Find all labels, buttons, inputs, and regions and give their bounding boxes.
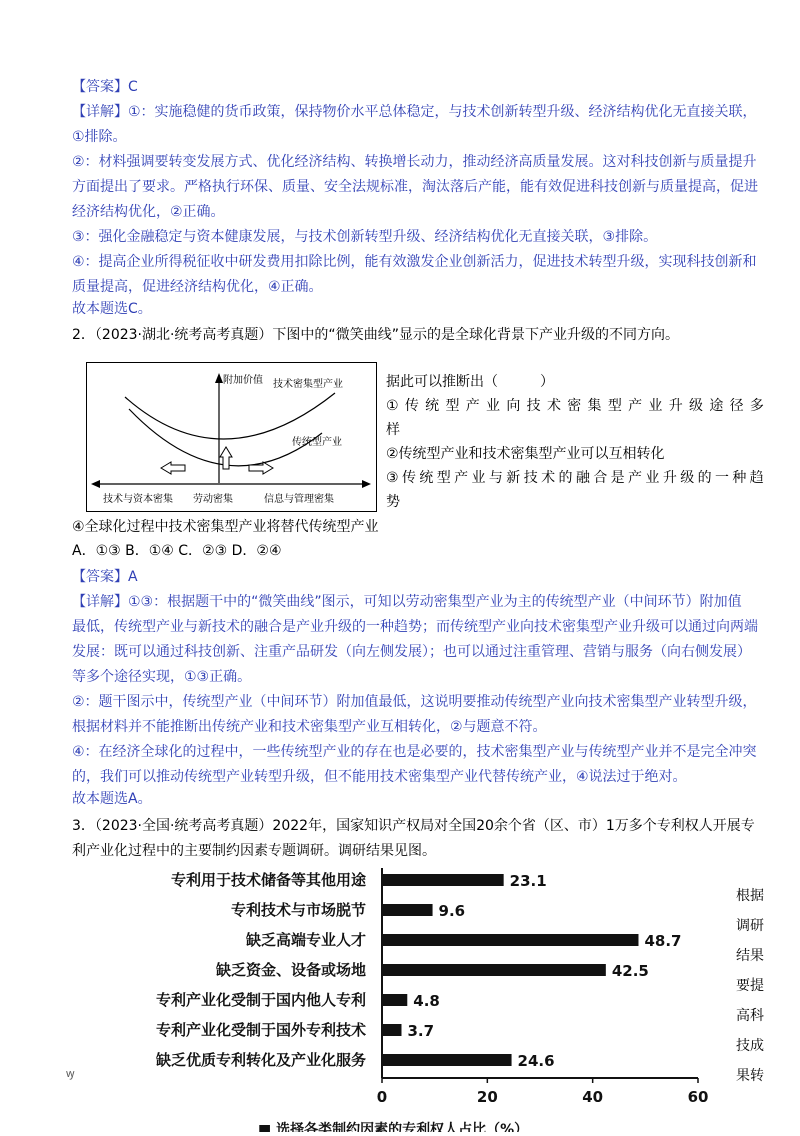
- option-char: 径: [729, 398, 744, 414]
- q3-side-text: [736, 884, 776, 1094]
- q2-detail-tag: 【详解】: [72, 594, 128, 610]
- value-label: 24.6: [517, 1052, 555, 1070]
- q2-option-3-line-1: [386, 469, 764, 487]
- q2-option-4: ④全球化过程中技术密集型产业将替代传统型产业: [72, 519, 379, 535]
- q1-conclusion: 故本题选C。: [72, 301, 152, 317]
- q2-detail-line-4: 等多个途径实现，①③正确。: [72, 669, 252, 685]
- x-tick-label: 0: [376, 1088, 388, 1106]
- q2-option-1-line-2: 样: [386, 422, 400, 438]
- option-char: 术: [541, 470, 556, 486]
- option-char: 与: [488, 470, 503, 486]
- option-char: 产: [454, 470, 469, 486]
- option-char: 密: [567, 398, 582, 414]
- q1-detail-line-2: ①排除。: [72, 129, 127, 145]
- q2-option-3-line-2: 势: [386, 494, 400, 510]
- option-char: 是: [610, 470, 625, 486]
- lower-curve-label: 传统型产业: [292, 437, 342, 448]
- category-label: 缺乏高端专业人才: [245, 931, 366, 949]
- patent-constraints-chart: [72, 860, 732, 1132]
- option-char: 向: [506, 398, 521, 414]
- option-char: 的: [558, 470, 573, 486]
- option-char: 升: [668, 398, 683, 414]
- q2-stem: 2．（2023·湖北·统考高考真题）下图中的“微笑曲线”显示的是全球化背景下产业升级的不同方向。: [72, 327, 679, 343]
- option-char: 技: [526, 398, 541, 414]
- q3-side-text-line: 根据: [736, 888, 764, 904]
- option-char: ③: [386, 470, 399, 486]
- left-hollow-arrow: [161, 462, 185, 474]
- option-char: 升: [662, 470, 677, 486]
- x-axis-right-arrow: [362, 480, 371, 488]
- q3-side-text-line: 要提: [736, 978, 764, 994]
- category-label: 缺乏优质专利转化及产业化服务: [155, 1051, 366, 1069]
- q3-side-text-line: 高科: [736, 1008, 764, 1024]
- option-char: 产: [465, 398, 480, 414]
- category-label: 专利产业化受制于国外专利技术: [155, 1021, 366, 1039]
- value-label: 4.8: [413, 992, 440, 1010]
- bar-chart-svg: [72, 860, 732, 1132]
- q2-detail-line-2: 最低，传统型产业与新技术的融合是产业升级的一种趋势；而传统型产业向技术密集型产业升级可以通过向两端: [72, 619, 758, 635]
- q1-detail-text: ①：实施稳健的货币政策，保持物价水平总体稳定，与技术创新转型升级、经济结构优化无直接关联，: [128, 104, 757, 120]
- q2-answer: 【答案】A: [72, 569, 138, 585]
- x-right-label: 信息与管理密集: [264, 494, 334, 505]
- option-char: 趋: [749, 470, 764, 486]
- q3-side-text-line: 技成: [736, 1038, 764, 1054]
- category-label: 专利技术与市场脱节: [230, 901, 366, 919]
- option-char: 级: [689, 398, 704, 414]
- q1-detail-tag: 【详解】: [72, 104, 128, 120]
- footer-mark: ꝡ: [66, 1067, 75, 1080]
- option-char: 统: [425, 398, 440, 414]
- option-char: 新: [506, 470, 521, 486]
- option-char: 业: [648, 398, 663, 414]
- option-char: 技: [523, 470, 538, 486]
- option-char: 融: [575, 470, 590, 486]
- q1-detail-line-6: ③：强化金融稳定与资本健康发展，与技术创新转型升级、经济结构优化无直接关联，③排除。: [72, 229, 658, 245]
- bar: [382, 994, 407, 1006]
- option-char: 传: [404, 398, 419, 414]
- option-char: 业: [645, 470, 660, 486]
- q3-side-text-line: 结果: [736, 948, 764, 964]
- q2-detail-line-8: 的，我们可以推动传统型产业转型升级，但不能用技术密集型产业代替传统产业，④说法过于绝对。: [72, 769, 687, 785]
- value-label: 9.6: [438, 902, 466, 920]
- technology-intensive-curve: [125, 393, 335, 439]
- option-char: 产: [628, 398, 643, 414]
- value-label: 3.7: [407, 1022, 435, 1040]
- value-label: 23.1: [509, 872, 547, 890]
- q2-side-prompt: 据此可以推断出（ ）: [386, 374, 554, 390]
- y-axis-label: 附加价值: [223, 375, 263, 386]
- chart-legend: ■ 选择各类制约因素的专利权人占比（%）: [258, 1122, 529, 1132]
- option-char: 级: [680, 470, 695, 486]
- bar: [382, 964, 606, 976]
- q2-detail-line-3: 发展：既可以通过科技创新、注重产品研发（向左侧发展）；也可以通过注重管理、营销与服务（向右侧发展）: [72, 644, 751, 660]
- q1-detail-line-1: [72, 103, 757, 121]
- bar: [382, 904, 433, 916]
- option-char: ①: [386, 398, 399, 414]
- bar: [382, 934, 638, 946]
- y-axis-arrow: [215, 373, 223, 383]
- value-label: 48.7: [644, 932, 682, 950]
- q2-conclusion: 故本题选A。: [72, 791, 152, 807]
- x-axis-left-arrow: [91, 480, 100, 488]
- smile-curve-svg: [87, 363, 376, 511]
- q3-side-text-line: 调研: [736, 918, 764, 934]
- category-label: 缺乏资金、设备或场地: [215, 961, 366, 979]
- bar: [382, 1054, 512, 1066]
- q2-detail-line-6: 根据材料并不能推断出传统产业和技术密集型产业互相转化，②与题意不符。: [72, 719, 547, 735]
- q2-option-1-line-1: [386, 397, 764, 415]
- q1-detail-line-3: ②：材料强调要转变发展方式、优化经济结构、转换增长动力，推动经济高质量发展。这对科技创新与质量提升: [72, 154, 757, 170]
- option-char: 产: [628, 470, 643, 486]
- option-char: 途: [709, 398, 724, 414]
- option-char: 合: [593, 470, 608, 486]
- q2-choices: A．①③ B．①④ C．②③ D．②④: [72, 543, 282, 559]
- option-char: 多: [749, 398, 764, 414]
- value-label: 42.5: [611, 962, 649, 980]
- option-char: 型: [445, 398, 460, 414]
- option-char: 传: [401, 470, 416, 486]
- q1-detail-line-8: 质量提高，促进经济结构优化，④正确。: [72, 279, 323, 295]
- smile-curve-figure: [86, 362, 377, 512]
- q3-stem-line-2: 利产业化过程中的主要制约因素专题调研。调研结果见图。: [72, 843, 436, 859]
- option-char: 种: [732, 470, 747, 486]
- q2-detail-line-7: ④：在经济全球化的过程中，一些传统型产业的存在也是必要的，技术密集型产业与传统型产业并不是完全冲突: [72, 744, 757, 760]
- q2-detail-text: ①③：根据题干中的“微笑曲线”图示，可知以劳动密集型产业为主的传统型产业（中间环节）附加值: [128, 594, 742, 610]
- q2-detail-line-1: [72, 593, 742, 611]
- option-char: 的: [697, 470, 712, 486]
- q1-detail-line-5: 经济结构优化，②正确。: [72, 204, 225, 220]
- q1-detail-line-7: ④：提高企业所得税征收中研发费用扣除比例，能有效激发企业创新活力，促进技术转型升级，实现科技创新和: [72, 254, 757, 270]
- q2-detail-line-5: ②：题干图示中，传统型产业（中间环节）附加值最低，这说明要推动传统型产业向技术密集型产业转型升级，: [72, 694, 757, 710]
- option-char: 业: [486, 398, 501, 414]
- option-char: 型: [607, 398, 622, 414]
- x-tick-label: 60: [687, 1088, 709, 1106]
- q1-answer: 【答案】C: [72, 79, 138, 95]
- q3-stem-line-1: 3．（2023·全国·统考高考真题）2022年，国家知识产权局对全国20余个省（区、市）1万多个专利权人开展专: [72, 818, 755, 834]
- q2-option-2: ②传统型产业和技术密集型产业可以互相转化: [386, 446, 665, 462]
- x-left-label: 技术与资本密集: [103, 494, 173, 505]
- option-char: 术: [546, 398, 561, 414]
- option-char: 统: [419, 470, 434, 486]
- option-char: 集: [587, 398, 602, 414]
- q1-detail-line-4: 方面提出了要求。严格执行环保、质量、安全法规标准，淘汰落后产能，能有效促进科技创新与质量提高，促进: [72, 179, 758, 195]
- bar: [382, 874, 504, 886]
- x-mid-label: 劳动密集: [193, 494, 233, 505]
- option-char: 一: [714, 470, 729, 486]
- option-char: 业: [471, 470, 486, 486]
- upper-curve-label: 技术密集型产业: [273, 379, 343, 390]
- x-tick-label: 20: [476, 1088, 498, 1106]
- category-label: 专利用于技术储备等其他用途: [170, 871, 366, 889]
- category-label: 专利产业化受制于国内他人专利: [155, 991, 366, 1009]
- option-char: 型: [436, 470, 451, 486]
- q3-side-text-line: 果转: [736, 1068, 764, 1084]
- x-tick-label: 40: [582, 1088, 604, 1106]
- bar: [382, 1024, 401, 1036]
